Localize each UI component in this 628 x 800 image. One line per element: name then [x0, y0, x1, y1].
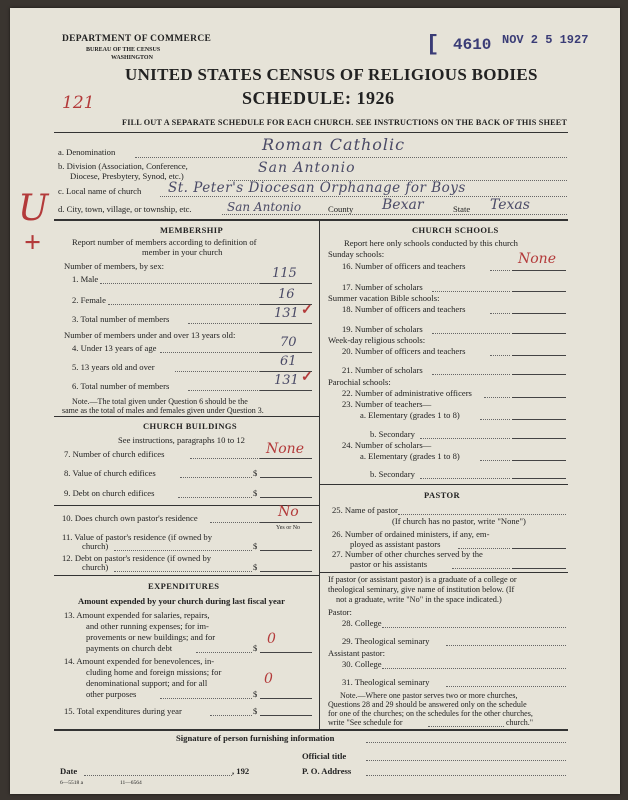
po-address-line: [366, 775, 566, 776]
q21-line: [512, 374, 566, 375]
schools-title: CHURCH SCHOOLS: [412, 225, 499, 235]
date-label: Date: [60, 766, 78, 776]
by-sex-heading: Number of members, by sex:: [64, 261, 164, 271]
q21-label: 21. Number of scholars: [342, 365, 423, 375]
q8-line: [260, 477, 312, 478]
q13-label: 13. Amount expended for salaries, repairs,: [64, 610, 210, 620]
church-name-value: St. Peter's Diocesan Orphanage for Boys: [168, 180, 466, 196]
q24a-label: a. Elementary (grades 1 to 8): [360, 451, 460, 461]
age-heading: Number of members under and over 13 years old:: [64, 330, 236, 340]
q5-dots: [175, 371, 260, 372]
membership-sub-1: Report number of members according to definition of: [72, 237, 257, 247]
q23b-dots: [420, 438, 510, 439]
q21-dots: [432, 374, 510, 375]
weekday-heading: Week-day religious schools:: [328, 335, 426, 345]
q28-line: [382, 627, 566, 628]
q16-value: None: [518, 251, 556, 267]
q5-value: 61: [280, 354, 297, 369]
q18-label: 18. Number of officers and teachers: [342, 304, 466, 314]
department-heading: DEPARTMENT OF COMMERCE: [62, 34, 212, 44]
q5-label: 5. 13 years old and over: [72, 362, 155, 372]
schools-bottom-rule: [319, 484, 568, 485]
q25-line: [398, 514, 566, 515]
buildings-title: CHURCH BUILDINGS: [143, 421, 238, 431]
state-label: State: [453, 204, 471, 214]
pastor-title: PASTOR: [424, 490, 461, 500]
q23-label: 23. Number of teachers—: [342, 399, 432, 409]
q30-label: 30. College: [342, 659, 382, 669]
q19-line: [512, 333, 566, 334]
q11-dots: [114, 550, 252, 551]
q20-line: [512, 355, 566, 356]
header-rule: [54, 132, 568, 133]
column-divider: [319, 219, 320, 729]
division-label: b. Division (Association, Conference,: [58, 161, 188, 171]
q28-label: 28. College: [342, 618, 382, 628]
date-line: [84, 775, 232, 776]
q24a-line: [512, 460, 566, 461]
print-code: 11—6564: [120, 780, 142, 786]
q13-label-4: payments on church debt: [86, 643, 173, 653]
q4-value: 70: [280, 335, 297, 350]
pastor-label: Pastor:: [328, 607, 352, 617]
pastor-note-5: church.": [506, 718, 534, 727]
q1-label: 1. Male: [72, 274, 99, 284]
pastor-note-2: Questions 28 and 29 should be answered only on the schedule: [328, 700, 527, 709]
city-line: [222, 214, 567, 215]
q14-label: 14. Amount expended for benevolences, in-: [64, 656, 215, 666]
q26-label: 26. Number of ordained ministers, if any, em-: [332, 529, 490, 539]
q14-label-3: denominational support; and for all: [86, 678, 208, 688]
q11-label: 11. Value of pastor's residence (if owned by: [62, 532, 212, 542]
q3-label: 3. Total number of members: [72, 314, 170, 324]
pastor-note-blank: [428, 726, 504, 727]
q12-dots: [114, 571, 252, 572]
q7-line: [260, 458, 312, 459]
q22-dots: [484, 397, 510, 398]
q9-dots: [178, 497, 252, 498]
graduate-note-1: If pastor (or assistant pastor) is a graduate of a college or: [328, 575, 517, 584]
q24b-label: b. Secondary: [370, 469, 415, 479]
graduate-note-2: theological seminary, give name of institution below. (If: [328, 585, 515, 594]
q1-dots: [100, 283, 260, 284]
form-number: 6—5518 a: [60, 780, 84, 786]
q15-label: 15. Total expenditures during year: [64, 706, 182, 716]
expenditures-sub: Amount expended by your church during last fiscal year: [78, 596, 285, 606]
q4-label: 4. Under 13 years of age: [72, 343, 157, 353]
q20-dots: [490, 355, 510, 356]
q14-label-4: other purposes: [86, 689, 137, 699]
bureau-heading: BUREAU OF THE CENSUS: [86, 47, 161, 53]
q24-label: 24. Number of scholars—: [342, 440, 432, 450]
q22-line: [512, 397, 566, 398]
q25-label: 25. Name of pastor: [332, 505, 398, 515]
q10-value: No: [278, 504, 299, 520]
q20-label: 20. Number of officers and teachers: [342, 346, 466, 356]
official-title-label: Official title: [302, 751, 347, 761]
q12-label: 12. Debt on pastor's residence (if owned by: [62, 553, 212, 563]
document-title: UNITED STATES CENSUS OF RELIGIOUS BODIES: [125, 65, 538, 84]
q9-line: [260, 497, 312, 498]
parochial-heading: Parochial schools:: [328, 377, 391, 387]
pastor-mid-rule: [319, 572, 568, 573]
section-bottom-rule: [54, 729, 568, 731]
q29-line: [446, 645, 566, 646]
q12-line: [260, 571, 312, 572]
q7-label: 7. Number of church edifices: [64, 449, 165, 459]
instruction-line: FILL OUT A SEPARATE SCHEDULE FOR EACH CHURCH. SEE INSTRUCTIONS ON THE BACK OF THIS SHEET: [122, 118, 568, 127]
denomination-line: [135, 157, 567, 158]
q16-label: 16. Number of officers and teachers: [342, 261, 466, 271]
q3-check-icon: ✓: [301, 303, 313, 318]
q2-label: 2. Female: [72, 295, 106, 305]
stamp-number: 4610: [453, 36, 492, 54]
q9-dollar: $: [253, 488, 258, 498]
buildings-bottom-rule: [54, 575, 319, 576]
denomination-label: a. Denomination: [58, 147, 116, 157]
q23b-line: [512, 438, 566, 439]
city-heading: WASHINGTON: [111, 55, 153, 61]
q27-label: 27. Number of other churches served by the: [332, 549, 483, 559]
q2-value: 16: [278, 287, 295, 302]
q4-line: [260, 352, 312, 353]
q24b-dots: [420, 478, 510, 479]
q26-label-2: ployed as assistant pastors: [350, 539, 441, 549]
buildings-sub: See instructions, paragraphs 10 to 12: [118, 435, 245, 445]
county-label: County: [328, 204, 354, 214]
church-name-label: c. Local name of church: [58, 186, 142, 196]
q12-dollar: $: [253, 562, 258, 572]
q18-dots: [490, 313, 510, 314]
membership-note-2: same as the total of males and females given under Question 3.: [62, 406, 264, 415]
q15-line: [260, 715, 312, 716]
q27-line: [512, 568, 566, 569]
membership-title: MEMBERSHIP: [160, 225, 224, 235]
county-value: Bexar: [382, 197, 424, 213]
yes-no-caption: Yes or No: [276, 525, 301, 531]
q31-label: 31. Theological seminary: [342, 677, 430, 687]
section-top-rule: [54, 219, 568, 221]
q6-line: [260, 390, 312, 391]
membership-bottom-rule: [54, 416, 319, 417]
census-schedule-sheet: [10, 8, 620, 794]
q23a-label: a. Elementary (grades 1 to 8): [360, 410, 460, 420]
q13-label-2: and other running expenses; for im-: [86, 621, 209, 631]
q10-dots: [210, 522, 260, 523]
q15-dots: [210, 715, 252, 716]
schedule-title: SCHEDULE: 1926: [242, 88, 395, 108]
official-title-line: [366, 760, 566, 761]
q8-dots: [180, 477, 252, 478]
q14-value: 0: [264, 671, 273, 687]
q30-line: [382, 668, 566, 669]
q25-note: (If church has no pastor, write "None"): [392, 516, 526, 526]
q17-label: 17. Number of scholars: [342, 282, 423, 292]
q3-dots: [188, 323, 260, 324]
q26-line: [512, 548, 566, 549]
q27-dots: [452, 568, 510, 569]
date-year: , 192: [232, 766, 250, 776]
q11-line: [260, 550, 312, 551]
graduate-note-3: not a graduate, write "No" in the space indicated.): [336, 595, 502, 604]
pastor-note-4: write "See schedule for: [328, 718, 403, 727]
assistant-label: Assistant pastor:: [328, 648, 386, 658]
q2-dots: [108, 304, 260, 305]
q6-check-icon: ✓: [301, 370, 313, 385]
q3-value: 131: [274, 306, 299, 321]
stamp-bracket: [: [426, 32, 440, 57]
q1-line: [260, 283, 312, 284]
q19-dots: [432, 333, 510, 334]
city-value: San Antonio: [227, 200, 302, 214]
denomination-value: Roman Catholic: [262, 135, 406, 154]
po-address-label: P. O. Address: [302, 766, 352, 776]
q14-label-2: cluding home and foreign missions; for: [86, 667, 222, 677]
q31-line: [446, 686, 566, 687]
q17-dots: [432, 291, 510, 292]
signature-label: Signature of person furnishing information: [176, 733, 335, 743]
q13-line: [260, 652, 312, 653]
pastor-note-1: Note.—Where one pastor serves two or more churches,: [340, 691, 518, 700]
q22-label: 22. Number of administrative officers: [342, 388, 472, 398]
q15-dollar: $: [253, 706, 258, 716]
q13-label-3: provements or new buildings; and for: [86, 632, 216, 642]
signature-line: [366, 742, 566, 743]
q9-label: 9. Debt on church edifices: [64, 488, 155, 498]
pastor-note-3: for one of the churches; on the schedules for the other churches,: [328, 709, 533, 718]
q12-label-2: church): [82, 562, 109, 572]
q7-value: None: [266, 441, 304, 457]
q17-line: [512, 291, 566, 292]
q7-dots: [190, 458, 260, 459]
q23b-label: b. Secondary: [370, 429, 415, 439]
q8-dollar: $: [253, 468, 258, 478]
city-label: d. City, town, village, or township, etc.: [58, 204, 192, 214]
q13-dollar: $: [253, 643, 258, 653]
division-label-2: Diocese, Presbytery, Synod, etc.): [70, 171, 184, 181]
q16-line: [512, 270, 566, 271]
q19-label: 19. Number of scholars: [342, 324, 423, 334]
q24b-line: [512, 478, 566, 479]
handwritten-mark-121: 121: [62, 93, 95, 113]
q6-value: 131: [274, 373, 299, 388]
stamp-date: NOV 2 5 1927: [502, 33, 589, 47]
q23a-dots: [480, 419, 510, 420]
q16-dots: [490, 270, 510, 271]
q29-label: 29. Theological seminary: [342, 636, 430, 646]
q1-value: 115: [272, 266, 297, 281]
q13-dots: [196, 652, 252, 653]
expenditures-title: EXPENDITURES: [148, 581, 220, 591]
sunday-heading: Sunday schools:: [328, 249, 385, 259]
q23a-line: [512, 419, 566, 420]
membership-sub-2: member in your church: [142, 247, 223, 257]
division-value: San Antonio: [258, 160, 356, 176]
q24a-dots: [480, 460, 510, 461]
q14-dots: [160, 698, 252, 699]
q13-value: 0: [267, 631, 276, 647]
q11-label-2: church): [82, 541, 109, 551]
margin-mark-u: U: [18, 188, 49, 229]
q3-line: [260, 323, 312, 324]
schools-sub: Report here only schools conducted by this church: [344, 238, 518, 248]
summer-heading: Summer vacation Bible schools:: [328, 293, 440, 303]
q10-line: [260, 522, 312, 523]
q14-dollar: $: [253, 689, 258, 699]
q14-line: [260, 698, 312, 699]
state-value: Texas: [490, 197, 530, 213]
q11-dollar: $: [253, 541, 258, 551]
q6-dots: [188, 390, 260, 391]
q10-label: 10. Does church own pastor's residence: [62, 513, 198, 523]
q6-label: 6. Total number of members: [72, 381, 170, 391]
q8-label: 8. Value of church edifices: [64, 468, 156, 478]
margin-cross-icon: +: [24, 226, 42, 259]
q18-line: [512, 313, 566, 314]
membership-note-1: Note.—The total given under Question 6 should be the: [72, 397, 248, 406]
q27-label-2: pastor or his assistants: [350, 559, 428, 569]
q4-dots: [160, 352, 260, 353]
